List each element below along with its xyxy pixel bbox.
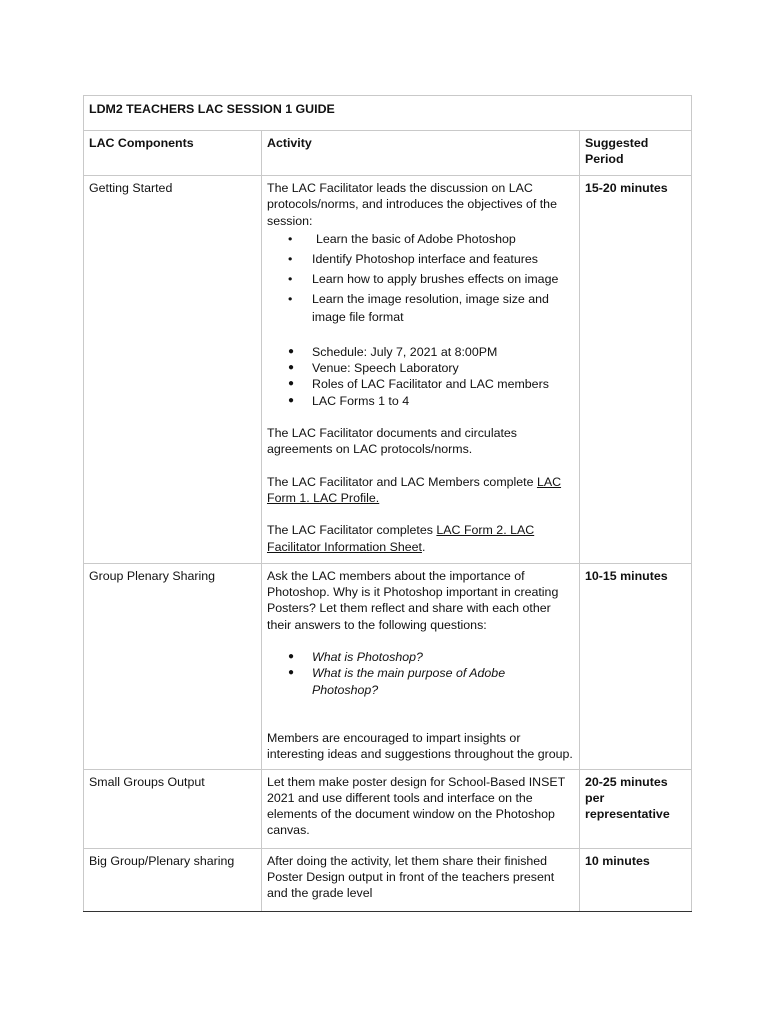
list-item: ● Roles of LAC Facilitator and LAC members (312, 376, 574, 392)
objectives-list (267, 230, 574, 326)
paragraph (267, 474, 574, 507)
paragraph: Members are encouraged to impart insights or interesting ideas and suggestions throughout the group. (267, 730, 573, 762)
period-cell: 15-20 minutes (580, 176, 692, 564)
document-title: LDM2 TEACHERS LAC SESSION 1 GUIDE (84, 96, 692, 131)
activity-intro: Ask the LAC members about the importance of Photoshop. Why is it Photoshop important in creating Posters? Let them reflect and share with each other their answers to the following questions: (267, 568, 559, 632)
list-item: ● Venue: Speech Laboratory (312, 360, 574, 376)
activity-intro: The LAC Facilitator leads the discussion on LAC protocols/norms, and introduces the objectives of the session: (267, 181, 557, 228)
activity-cell: After doing the activity, let them share their finished Poster Design output in front of the teachers present and the grade level (262, 848, 580, 911)
component-cell: Group Plenary Sharing (84, 563, 262, 769)
period-cell: 10 minutes (580, 848, 692, 911)
paragraph: The LAC Facilitator documents and circulates agreements on LAC protocols/norms. (267, 426, 517, 457)
paragraph-text: The LAC Facilitator completes (267, 523, 437, 538)
lac-form-1-link[interactable]: LAC Form 1. LAC Profile. (267, 474, 562, 505)
title-row (84, 96, 692, 131)
lac-session-guide-table (83, 95, 692, 912)
table-row (84, 563, 692, 769)
list-item: ● Schedule: July 7, 2021 at 8:00PM (312, 344, 574, 360)
list-item: ● What is Photoshop? (312, 649, 574, 665)
list-item: • Learn the basic of Adobe Photoshop (312, 230, 574, 248)
lac-form-2-link[interactable]: LAC Form 2. LAC Facilitator Information Sheet (267, 523, 535, 554)
details-list (267, 344, 574, 409)
list-item: ● LAC Forms 1 to 4 (312, 393, 574, 409)
activity-cell: Let them make poster design for School-Based INSET 2021 and use different tools and interface on the elements of the document window on the Photoshop canvas. (262, 769, 580, 848)
component-cell: Big Group/Plenary sharing (84, 848, 262, 911)
list-item: ● What is the main purpose of Adobe Photoshop? (312, 665, 574, 698)
activity-cell (262, 176, 580, 564)
component-cell: Getting Started (84, 176, 262, 564)
header-components: LAC Components (84, 131, 262, 176)
period-cell: 10-15 minutes (580, 563, 692, 769)
paragraph-end: . (421, 539, 426, 554)
list-item: • Learn how to apply brushes effects on image (312, 270, 574, 288)
header-activity: Activity (262, 131, 580, 176)
table-row (84, 769, 692, 848)
header-period: Suggested Period (580, 131, 692, 176)
table-row (84, 848, 692, 911)
questions-list (267, 649, 574, 698)
header-row (84, 131, 692, 176)
list-item: • Learn the image resolution, image size and image file format (312, 290, 574, 326)
list-item: • Identify Photoshop interface and features (312, 250, 574, 268)
paragraph (267, 522, 574, 559)
paragraph-text: The LAC Facilitator and LAC Members complete (267, 474, 537, 489)
period-cell: 20-25 minutes per representative (580, 769, 692, 848)
table-row (84, 176, 692, 564)
activity-cell (262, 563, 580, 769)
component-cell: Small Groups Output (84, 769, 262, 848)
